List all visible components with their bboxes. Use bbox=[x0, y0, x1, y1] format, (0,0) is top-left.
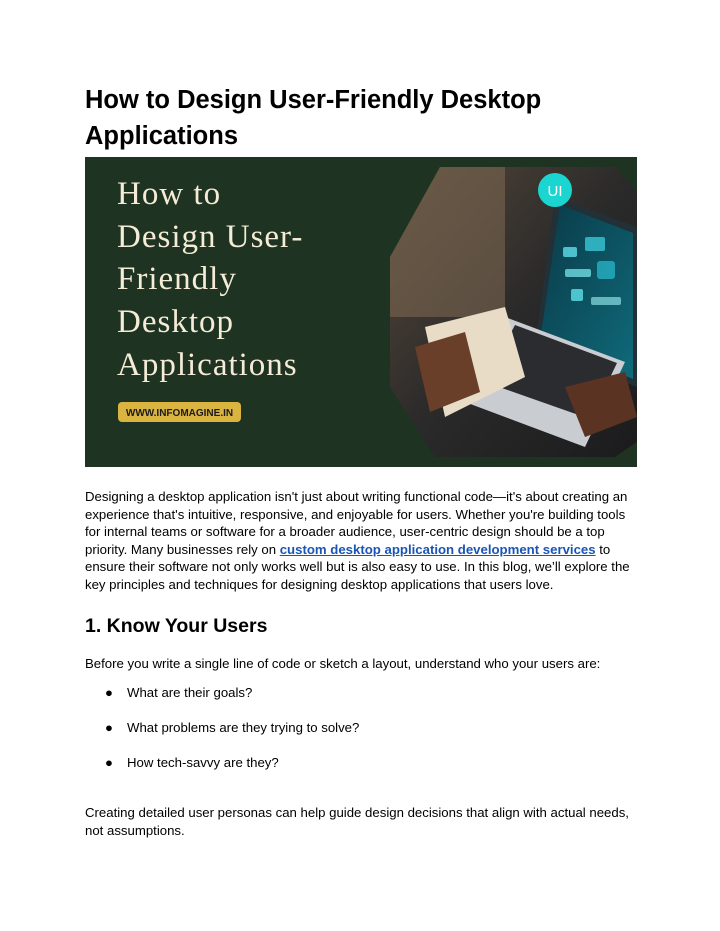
intro-text-1: Designing a desktop application isn't just about writing functional code—it's about creating an experience that's intuitive, responsive, and enjoyable for users. Whether you're building tools for internal teams or software for a broader audience, user-centric design should be a top priority. Many businesses rely on bbox=[85, 489, 628, 557]
list-item-text: What are their goals? bbox=[127, 685, 253, 700]
services-link[interactable]: custom desktop application development services bbox=[279, 541, 596, 557]
hero-heading-line-1: How to bbox=[117, 176, 222, 212]
hero-heading-line-5: Applications bbox=[117, 347, 298, 383]
list-item bbox=[85, 754, 359, 789]
bullet-icon: ● bbox=[105, 755, 113, 770]
hero-image bbox=[85, 157, 637, 467]
user-questions-list bbox=[85, 684, 359, 789]
section-lead: Before you write a single line of code or sketch a layout, understand who your users are: bbox=[85, 656, 601, 671]
closing-paragraph: Creating detailed user personas can help guide design decisions that align with actual needs, not assumptions. bbox=[85, 805, 629, 838]
intro-text-2: to ensure their software not only works well but is also easy to use. In this blog, we’ll explore the key principles and techniques for designing desktop applications that users love. bbox=[85, 541, 630, 592]
laptop-photo bbox=[385, 157, 637, 467]
section-heading-know-your-users: 1. Know Your Users bbox=[85, 615, 268, 637]
article-title: How to Design User-Friendly Desktop Applications bbox=[85, 86, 542, 150]
list-item bbox=[85, 719, 359, 754]
intro-paragraph bbox=[85, 488, 637, 594]
hero-heading-line-3: Friendly bbox=[117, 261, 237, 297]
ui-chip-label: UI bbox=[547, 183, 563, 200]
bullet-icon: ● bbox=[105, 685, 113, 700]
list-item-text: What problems are they trying to solve? bbox=[127, 720, 360, 735]
list-item-text: How tech-savvy are they? bbox=[127, 755, 279, 770]
hero-heading-line-2: Design User- bbox=[117, 219, 304, 255]
website-badge-label: WWW.INFOMAGINE.IN bbox=[125, 408, 234, 419]
list-item bbox=[85, 684, 359, 719]
hero-heading-line-4: Desktop bbox=[117, 304, 234, 340]
bullet-icon: ● bbox=[105, 720, 113, 735]
